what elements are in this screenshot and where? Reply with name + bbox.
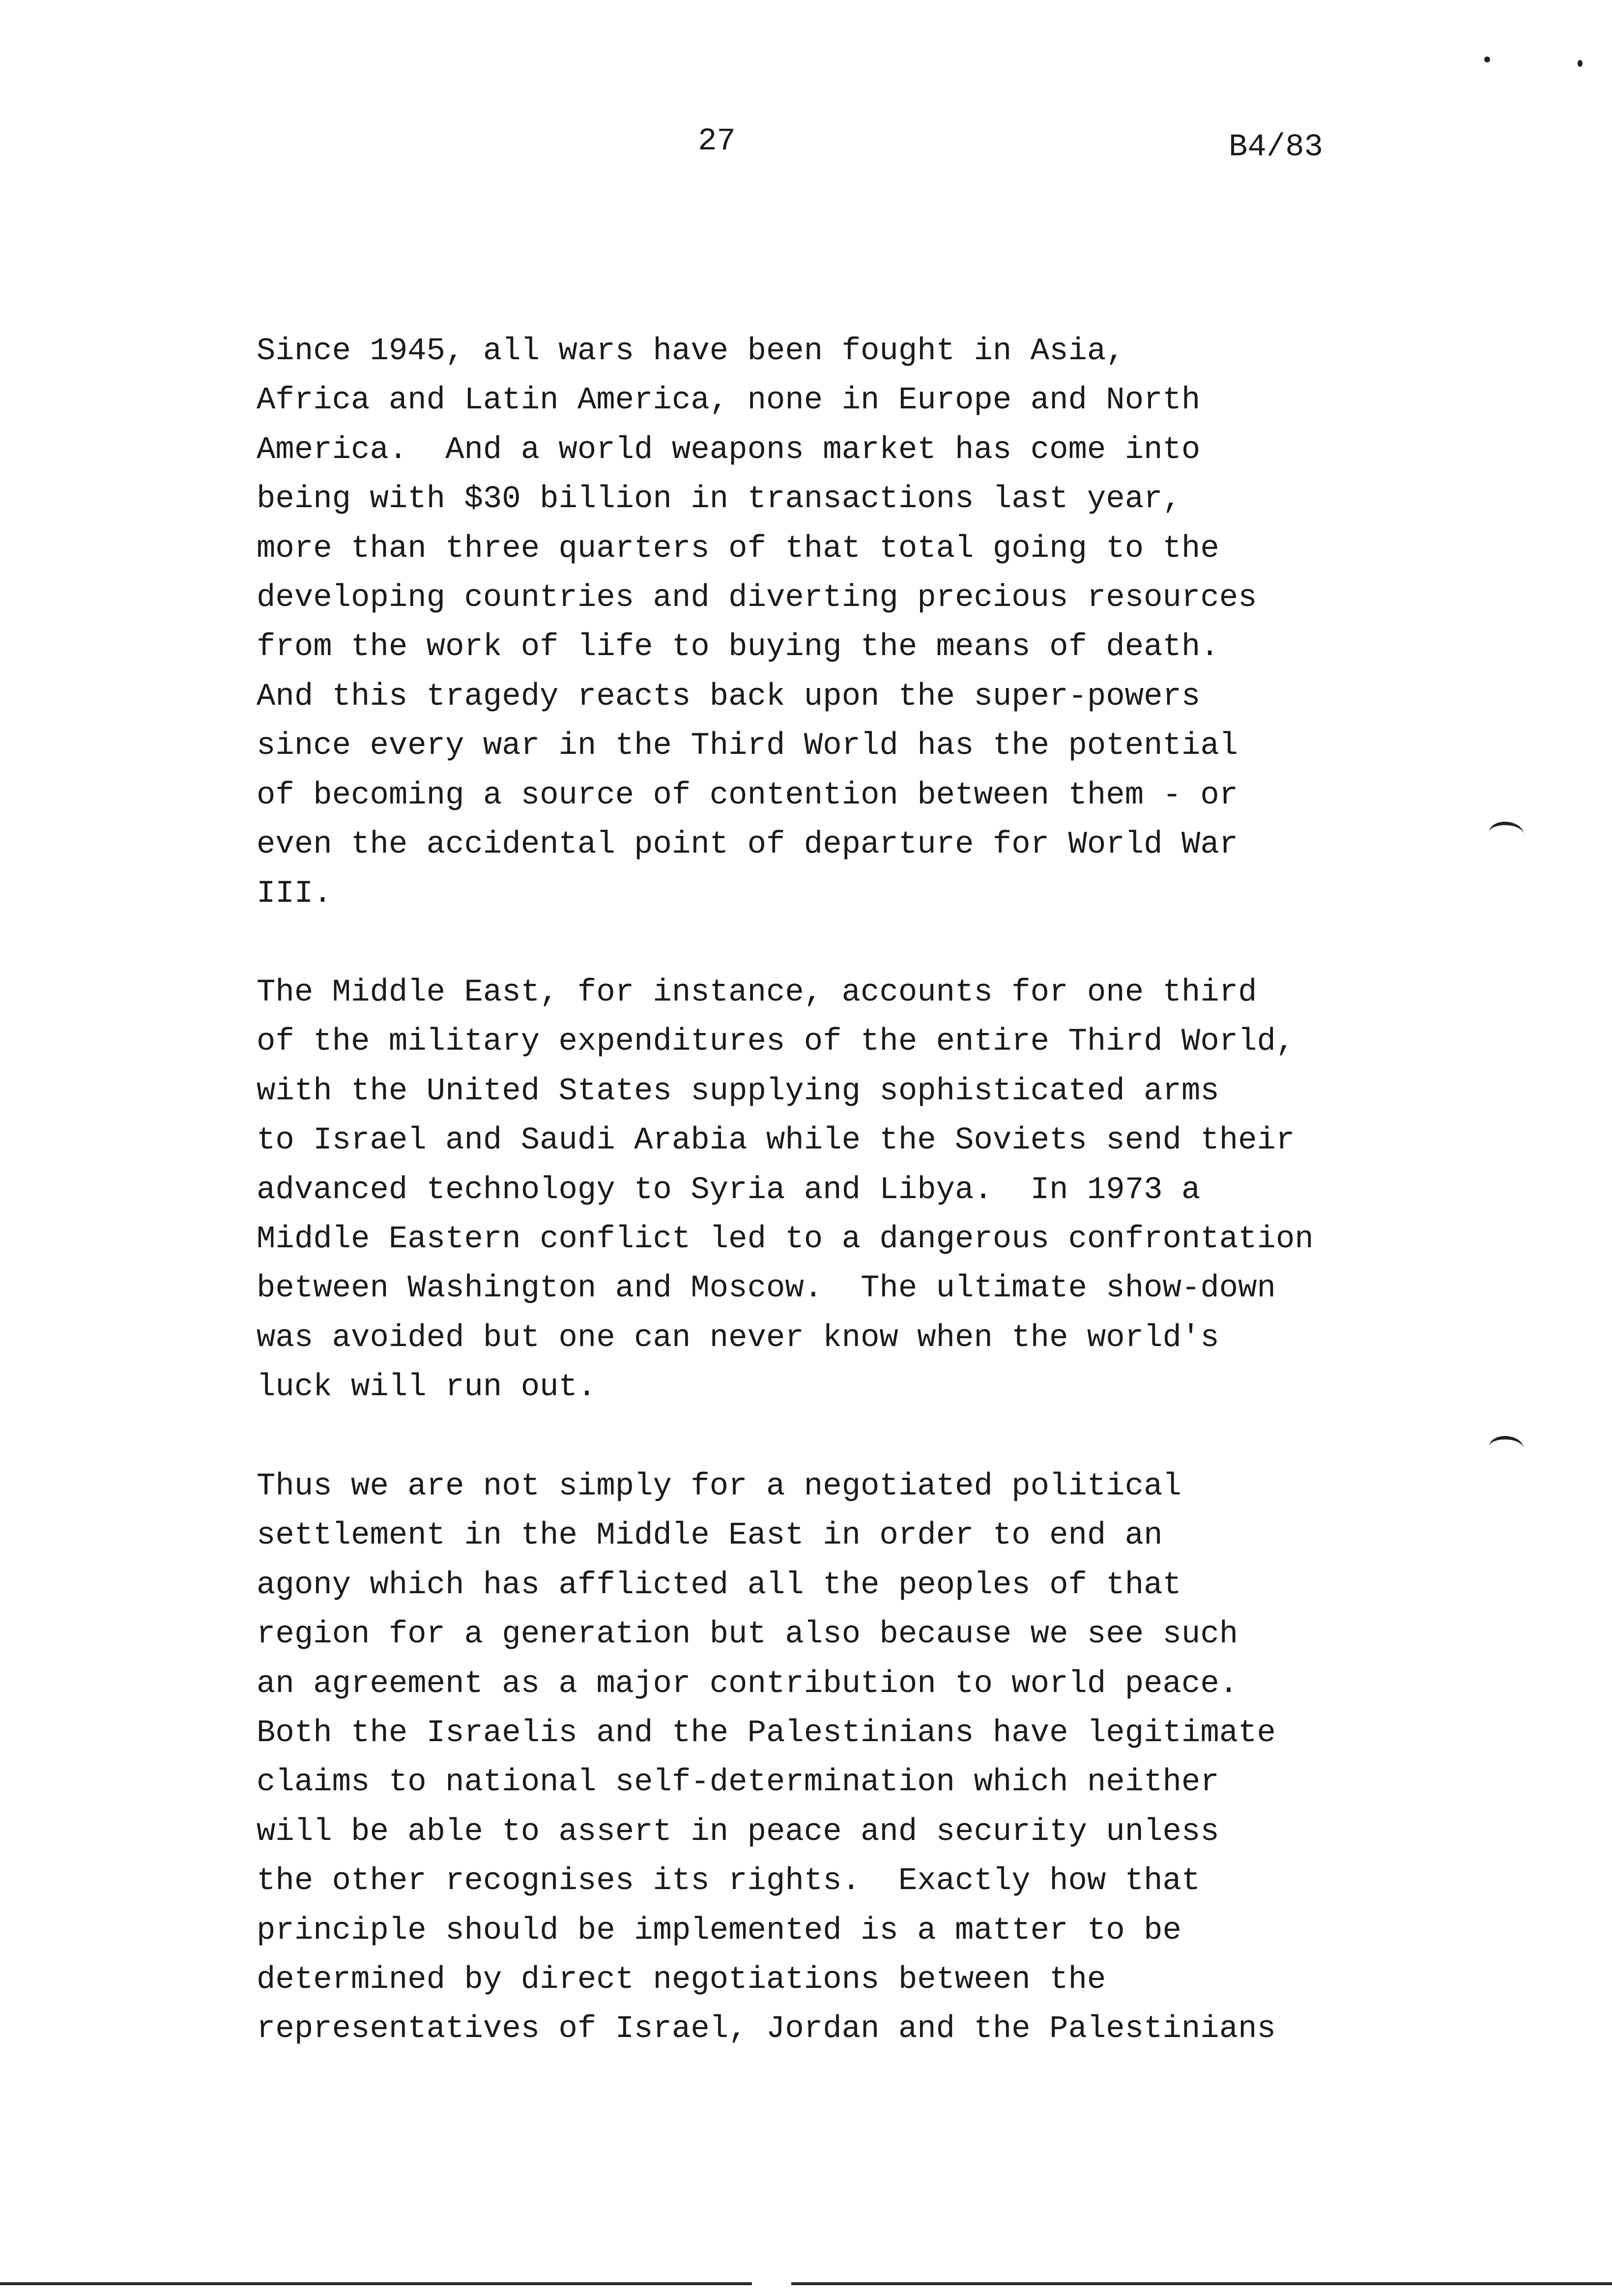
text-line: an agreement as a major contribution to world peace. [257, 1666, 1238, 1702]
text-line: Africa and Latin America, none in Europe and North [257, 383, 1201, 419]
scan-mark [1489, 822, 1524, 845]
text-line: advanced technology to Syria and Libya. In 1973 a [257, 1172, 1201, 1208]
text-line: principle should be implemented is a matter to be [257, 1913, 1181, 1949]
paragraph-middle-east [257, 968, 1426, 1412]
page-number: 27 [698, 124, 736, 159]
text-line: between Washington and Moscow. The ultimate show-down [257, 1271, 1276, 1307]
text-line: will be able to assert in peace and security unless [257, 1814, 1219, 1850]
text-line: Thus we are not simply for a negotiated political [257, 1469, 1181, 1504]
text-line: of becoming a source of contention between them - or [257, 777, 1238, 813]
document-reference: B4/83 [1229, 130, 1324, 165]
text-line: agony which has afflicted all the peoples of that [257, 1567, 1181, 1603]
text-line: America. And a world weapons market has come into [257, 432, 1201, 468]
text-line: from the work of life to buying the means of death. [257, 630, 1219, 665]
text-line: with the United States supplying sophisticated arms [257, 1073, 1219, 1109]
bottom-rule [0, 2282, 752, 2285]
text-line: even the accidental point of departure for World War [257, 827, 1238, 862]
text-line: determined by direct negotiations between the [257, 1962, 1106, 1998]
text-line: And this tragedy reacts back upon the super-powers [257, 679, 1201, 715]
paragraph-wars-since-1945 [257, 327, 1426, 919]
text-line: representatives of Israel, Jordan and the Palestinians [257, 2011, 1276, 2047]
text-line: Middle Eastern conflict led to a dangerous confrontation [257, 1221, 1314, 1257]
text-line: being with $30 billion in transactions last year, [257, 482, 1181, 517]
text-line: of the military expenditures of the entire Third World, [257, 1024, 1295, 1060]
text-line: to Israel and Saudi Arabia while the Soviets send their [257, 1123, 1295, 1159]
text-line: region for a generation but also because we see such [257, 1617, 1238, 1653]
text-line: more than three quarters of that total going to the [257, 531, 1219, 567]
text-line: settlement in the Middle East in order to end an [257, 1518, 1163, 1554]
text-line: since every war in the Third World has the potential [257, 728, 1238, 764]
paragraph-negotiated-settlement [257, 1462, 1426, 2054]
scan-mark [1489, 1436, 1524, 1459]
text-line: The Middle East, for instance, accounts for one third [257, 975, 1257, 1010]
text-line: developing countries and diverting precious resources [257, 580, 1257, 616]
text-line: claims to national self-determination which neither [257, 1765, 1219, 1801]
text-line: the other recognises its rights. Exactly how that [257, 1864, 1201, 1899]
bottom-rule [791, 2282, 1612, 2285]
text-line: Since 1945, all wars have been fought in Asia, [257, 334, 1125, 369]
scan-speck [1578, 60, 1583, 67]
text-line: Both the Israelis and the Palestinians have legitimate [257, 1715, 1276, 1751]
scan-speck [1484, 57, 1490, 62]
text-line: III. [257, 876, 332, 912]
text-line: luck will run out. [257, 1370, 597, 1406]
text-line: was avoided but one can never know when the world's [257, 1320, 1219, 1356]
